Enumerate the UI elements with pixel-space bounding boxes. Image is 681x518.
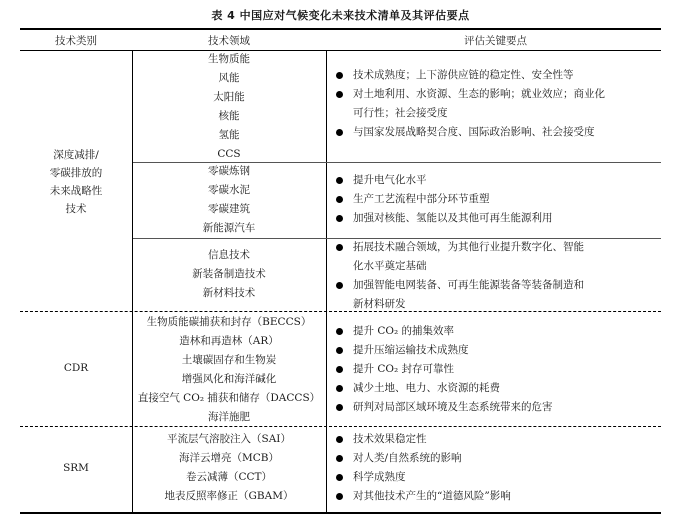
tech-item: 零碳炼钢 [208, 165, 250, 177]
header-rule [20, 50, 661, 51]
tech-item: 造林和再造林（AR） [179, 335, 279, 347]
bullet-dot-icon [336, 196, 343, 203]
tech-item: 零碳水泥 [208, 184, 250, 196]
tech-item: 卷云减薄（CCT） [185, 471, 273, 483]
tech-item: CCS [217, 148, 241, 160]
bullet-dot-icon [336, 215, 343, 222]
tech-item: 信息技术 [208, 249, 250, 261]
tech-item: 风能 [218, 72, 240, 84]
bullet-dot-icon [336, 404, 343, 411]
bullet-point [333, 209, 653, 228]
bullet-point [333, 171, 653, 190]
tech-item: 海洋施肥 [208, 411, 250, 423]
tech-item: 氢能 [218, 129, 240, 141]
point-line: 提升电气化水平 [353, 174, 427, 186]
points-list [333, 238, 653, 314]
bullet-point [333, 238, 653, 276]
tech-item: 直接空气 CO₂ 捕获和储存（DACCS） [137, 392, 321, 404]
tech-item: 太阳能 [213, 91, 245, 103]
tech-item: 核能 [218, 110, 240, 122]
bullet-point [333, 85, 653, 123]
tech-list [134, 430, 324, 506]
bullet-point [333, 123, 653, 142]
category-line: 深度减排/ [53, 149, 99, 161]
tech-list [134, 313, 324, 427]
points-list [333, 171, 653, 228]
point-line: 技术成熟度；上下游供应链的稳定性、安全性等 [353, 69, 574, 81]
tech-item: 生物质能碳捕获和封存（BECCS） [146, 316, 312, 328]
bullet-dot-icon [336, 91, 343, 98]
bullet-dot-icon [336, 282, 343, 289]
column-divider-1 [132, 51, 133, 513]
point-line: 生产工艺流程中部分环节重塑 [353, 193, 490, 205]
bullet-dot-icon [336, 72, 343, 79]
bullet-point [333, 276, 653, 314]
tech-item: 新材料技术 [202, 287, 256, 299]
tech-item: 新能源汽车 [202, 222, 256, 234]
tech-list [134, 50, 324, 164]
column-divider-2 [326, 51, 327, 513]
table-caption: 表 4 中国应对气候变化未来技术清单及其评估要点 [211, 9, 470, 22]
point-line: 可行性；社会接受度 [353, 107, 448, 119]
point-line: 加强智能电网装备、可再生能源装备等装备制造和 [353, 279, 584, 291]
tech-item: 海洋云增亮（MCB） [178, 452, 279, 464]
tech-item: 地表反照率修正（GBAM） [164, 490, 294, 502]
category-line: 未来战略性 [49, 185, 103, 197]
tech-item: 增强风化和海洋碱化 [181, 373, 277, 385]
category-cell [20, 146, 132, 218]
points-list [333, 322, 653, 417]
bullet-dot-icon [336, 328, 343, 335]
top-rule [20, 28, 661, 30]
bullet-point [333, 430, 653, 449]
tech-item: 零碳建筑 [208, 203, 250, 215]
point-line: 化水平奠定基础 [353, 260, 427, 272]
point-line: 技术效果稳定性 [353, 433, 427, 445]
bullet-point [333, 190, 653, 209]
point-line: 与国家发展战略契合度、国际政治影响、社会接受度 [353, 126, 595, 138]
point-line: 对其他技术产生的“道德风险”影响 [353, 490, 511, 502]
section-separator [20, 426, 661, 427]
tech-list [134, 162, 324, 238]
point-line: 科学成熟度 [353, 471, 406, 483]
bullet-dot-icon [336, 366, 343, 373]
category-cell [20, 459, 132, 477]
bullet-point [333, 449, 653, 468]
point-line: 提升 CO₂ 封存可靠性 [353, 363, 455, 375]
bullet-dot-icon [336, 493, 343, 500]
category-line: 技术 [65, 203, 87, 215]
tech-item: 平流层气溶胶注入（SAI） [167, 433, 291, 445]
category-cell [20, 359, 132, 377]
tech-item: 生物质能 [208, 53, 250, 65]
point-line: 加强对核能、氢能以及其他可再生能源利用 [353, 212, 553, 224]
bullet-dot-icon [336, 385, 343, 392]
category-line: CDR [63, 362, 89, 374]
bullet-dot-icon [336, 455, 343, 462]
bullet-point [333, 398, 653, 417]
point-line: 提升 CO₂ 的捕集效率 [353, 325, 455, 337]
bullet-dot-icon [336, 474, 343, 481]
point-line: 对土地利用、水资源、生态的影响；就业效应；商业化 [353, 88, 605, 100]
header-category: 技术类别 [55, 35, 97, 47]
point-line: 新材料研发 [353, 298, 406, 310]
bullet-dot-icon [336, 177, 343, 184]
bullet-point [333, 487, 653, 506]
points-list [333, 430, 653, 506]
bullet-dot-icon [336, 244, 343, 251]
point-line: 提升压缩运输技术成熟度 [353, 344, 469, 356]
tech-item: 新装备制造技术 [192, 268, 266, 280]
point-line: 减少土地、电力、水资源的耗费 [353, 382, 500, 394]
bullet-point [333, 322, 653, 341]
bullet-dot-icon [336, 129, 343, 136]
category-line: 零碳排放的 [49, 167, 103, 179]
point-line: 拓展技术融合领域，为其他行业提升数字化、智能 [353, 241, 584, 253]
bullet-point [333, 360, 653, 379]
tech-list [134, 246, 324, 303]
header-field: 技术领域 [208, 35, 250, 47]
bullet-point [333, 379, 653, 398]
bullet-dot-icon [336, 347, 343, 354]
point-line: 对人类/自然系统的影响 [353, 452, 462, 464]
bullet-dot-icon [336, 436, 343, 443]
category-line: SRM [63, 462, 89, 474]
header-points: 评估关键要点 [464, 35, 527, 47]
tech-item: 土壤碳固存和生物炭 [181, 354, 277, 366]
bullet-point [333, 341, 653, 360]
point-line: 研判对局部区域环境及生态系统带来的危害 [353, 401, 553, 413]
points-list [333, 66, 653, 142]
bullet-point [333, 66, 653, 85]
bullet-point [333, 468, 653, 487]
bottom-rule [20, 512, 661, 514]
